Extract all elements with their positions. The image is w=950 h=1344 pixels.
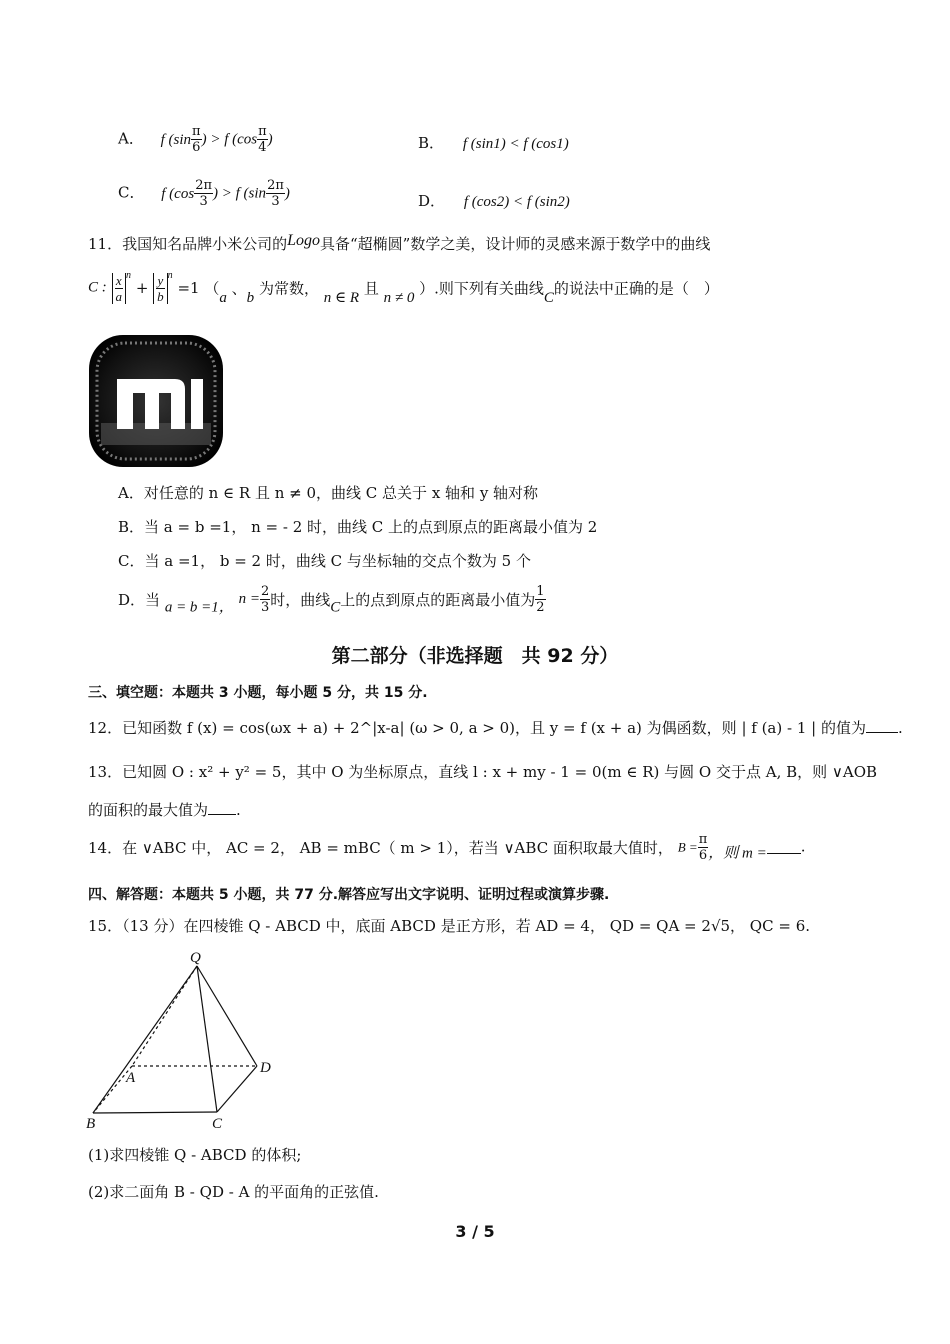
page-number: 3 / 5 <box>455 1222 495 1241</box>
label-d: D <box>260 1060 271 1076</box>
pyramid-figure <box>84 946 284 1136</box>
fraction: $\frac{2}{3}$ <box>260 584 270 615</box>
q10-option-a: A． f (sin $\frac{\pi}{6}$ ) > f (cos $\frac{\pi}{4}$ ) <box>118 124 273 155</box>
q11-option-a: A．对任意的 n ∈ R 且 n ≠ 0，曲线 C 总关于 x 轴和 y 轴对称 <box>118 484 539 502</box>
fraction: $\frac{2\pi}{3}$ <box>195 178 213 209</box>
label-a: A <box>126 1070 136 1086</box>
q12: 12．已知函数 f (x) = cos(ωx + a) + 2^|x-a| (ω > 0, a > 0)，且 y = f (x + a) 为偶函数，则 | f (a) - 1 | 的值为 . <box>88 719 903 737</box>
answer-blank <box>208 813 236 815</box>
fraction: $\frac{1}{2}$ <box>536 584 545 615</box>
q10-option-d: D． f (cos2) < f (sin2) <box>418 192 570 210</box>
q11-curve-line: C : $\frac{x}{a}$ $^n$ + $\frac{y}{b}$ $^n$ =1 （a 、b 为常数， n ∈ R 且 n ≠ 0 ）.则下列有关曲线C的说法中正确的是（ ） <box>88 270 719 306</box>
q11-option-d: D．当 a = b =1， n = $\frac{2}{3}$ 时，曲线C上的点到原点的距离最小值为 $\frac{1}{2}$ <box>118 584 545 616</box>
q10-option-c: C． f (cos $\frac{2\pi}{3}$ ) > f (sin $\frac{2\pi}{3}$ ) <box>118 178 290 209</box>
svg-text:mi: mi <box>156 459 158 460</box>
q11-option-c: C．当 a =1， b = 2 时，曲线 C 与坐标轴的交点个数为 5 个 <box>118 552 531 570</box>
fraction: $\frac{2\pi}{3}$ <box>267 178 284 209</box>
xiaomi-logo-graphic <box>87 333 225 469</box>
fraction: $\frac{\pi}{6}$ <box>698 832 708 863</box>
answer-blank <box>866 731 898 733</box>
abs-y-over-b: $\frac{y}{b}$ <box>153 273 168 304</box>
q15-part1: (1)求四棱锥 Q - ABCD 的体积; <box>88 1146 302 1164</box>
q15-part2: (2)求二面角 B - QD - A 的平面角的正弦值. <box>88 1183 379 1201</box>
q11-option-b: B．当 a = b =1， n = - 2 时，曲线 C 上的点到原点的距离最小值为 2 <box>118 518 598 536</box>
section4-heading: 四、解答题：本题共 5 小题，共 77 分.解答应写出文字说明、证明过程或演算步骤. <box>88 887 610 903</box>
q15-stem: 15．（13 分）在四棱锥 Q - ABCD 中，底面 ABCD 是正方形，若 AD = 4， QD = QA = 2√5， QC = 6. <box>88 917 811 935</box>
q14: 14．在 ∨ABC 中， AC = 2， AB = mBC（ m > 1），若当 ∨ABC 面积取最大值时， B = $\frac{\pi}{6}$ ，则 m = . <box>88 832 806 863</box>
label-b: B <box>86 1116 96 1132</box>
fraction: $\frac{\pi}{4}$ <box>258 124 267 155</box>
q13-line1: 13．已知圆 O : x² + y² = 5，其中 O 为坐标原点，直线 l : x + my - 1 = 0(m ∈ R) 与圆 O 交于点 A, B，则 ∨AOB <box>88 763 878 781</box>
pyramid-diagram <box>84 946 284 1136</box>
fraction: $\frac{\pi}{6}$ <box>192 124 201 155</box>
part2-title: 第二部分（非选择题 共 92 分） <box>331 645 619 667</box>
section3-heading: 三、填空题：本题共 3 小题，每小题 5 分，共 15 分. <box>88 685 428 701</box>
label-q: Q <box>190 950 201 966</box>
q10-option-b: B． f (sin1) < f (cos1) <box>418 134 569 152</box>
xiaomi-logo <box>87 333 225 469</box>
q11-line1: 11．我国知名品牌小米公司的Logo具备“超椭圆”数学之美，设计师的灵感来源于数学中的曲线 <box>88 232 711 253</box>
q13-line2: 的面积的最大值为 . <box>88 801 241 819</box>
label-c: C <box>212 1116 223 1132</box>
answer-blank <box>767 852 801 854</box>
abs-x-over-a: $\frac{x}{a}$ <box>112 273 127 304</box>
